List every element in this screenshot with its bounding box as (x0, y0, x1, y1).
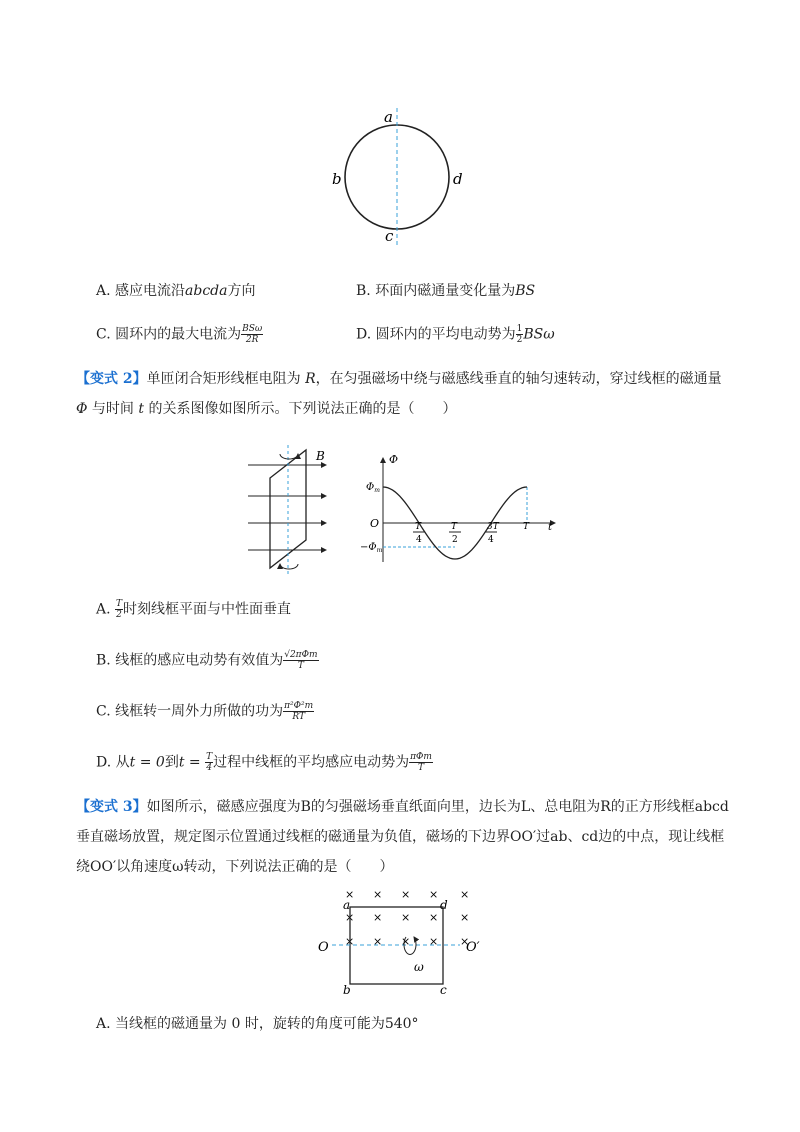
field-cross: × (401, 888, 411, 901)
phi-m-label: $\Phi_m$ (366, 482, 380, 494)
field-cross: × (345, 935, 355, 948)
q3-option-a[interactable]: A. 当线框的磁通量为 0 时，旋转的角度可能为540° (96, 1016, 419, 1032)
q1-option-a[interactable]: A. 感应电流沿abcda方向 (96, 283, 256, 299)
rotating-loop-figure (240, 440, 340, 580)
flux-time-graph (360, 450, 570, 570)
axis-O-prime: O′ (466, 940, 480, 955)
square-loop-figure (310, 885, 500, 1000)
label-b: b (332, 170, 342, 188)
field-cross: × (429, 935, 439, 948)
corner-b: b (343, 983, 351, 997)
field-cross: × (373, 935, 383, 948)
q3-stem: 【变式 3】如图所示，磁感应强度为B的匀强磁场垂直纸面向里，边长为L、总电阻为R的正方形线框abcd 垂直磁场放置，规定图示位置通过线框的磁通量为负值，磁场的下边界OO′过ab、cd边的中点，现让线框 绕OO′以角速度ω转动，下列说法正确的是（ ） (76, 799, 729, 875)
field-cross: × (401, 911, 411, 924)
tick-label-denominator: 4 (488, 535, 494, 545)
tick-label: T (523, 522, 530, 532)
q2-stem: 【变式 2】单匝闭合矩形线框电阻为 R，在匀强磁场中绕与磁感线垂直的轴匀速转动，穿过线框的磁通量 Φ 与时间 t 的关系图像如图所示。下列说法正确的是（ ） (76, 371, 722, 417)
field-cross: × (373, 888, 383, 901)
tick-label-denominator: 4 (416, 535, 422, 545)
field-cross: × (429, 911, 439, 924)
q2-option-a[interactable]: A. $\frac{T}{2}$ 时刻线框平面与中性面垂直 (96, 599, 292, 620)
field-cross: × (401, 935, 411, 948)
field-cross: × (345, 888, 355, 901)
field-label-B: B (316, 449, 325, 463)
circle-loop-figure (320, 100, 480, 260)
field-cross: × (460, 911, 470, 924)
field-cross: × (429, 888, 439, 901)
q3-tag: 【变式 3】 (76, 799, 147, 815)
q1-option-b[interactable]: B. 环面内磁通量变化量为BS (356, 283, 536, 299)
x-axis-label: t (548, 522, 553, 533)
label-c: c (385, 227, 394, 245)
label-d: d (453, 170, 463, 188)
q2-option-c[interactable]: C. 线框转一周外力所做的功为 $\frac{\text{π²Φ²m}}{RT}$ (96, 701, 314, 722)
label-a: a (384, 108, 393, 126)
axis-O: O (318, 940, 329, 955)
q2-tag: 【变式 2】 (76, 371, 147, 387)
tick-label: T (415, 522, 422, 532)
omega-label: ω (414, 960, 424, 974)
q2-option-b[interactable]: B. 线框的感应电动势有效值为 $\frac{\text{√2πΦm}}{T}$ (96, 650, 318, 671)
origin-label: O (370, 517, 380, 530)
q1-option-c[interactable]: C. 圆环内的最大电流为 $\frac{\text{BSω}}{2R}$ (96, 324, 263, 345)
tick-label: T (451, 522, 458, 532)
field-cross: × (460, 888, 470, 901)
field-cross: × (345, 911, 355, 924)
corner-c: c (440, 983, 447, 997)
corner-d: d (440, 898, 448, 912)
corner-a: a (343, 898, 351, 912)
y-axis-label: Φ (389, 453, 399, 466)
field-cross: × (373, 911, 383, 924)
neg-phi-m-label: $-\Phi_m$ (360, 542, 383, 554)
tick-label: 3T (487, 522, 499, 532)
q1-option-d[interactable]: D. 圆环内的平均电动势为 $\frac{1}{2}$ BSω (356, 324, 555, 345)
q2-option-d[interactable]: D. 从t = 0到t = $\frac{T}{4}$ 过程中线框的平均感应电动势为 $\frac{\text{πΦm}}{T}$ (96, 752, 432, 773)
field-cross: × (460, 935, 470, 948)
tick-label-denominator: 2 (452, 535, 458, 545)
